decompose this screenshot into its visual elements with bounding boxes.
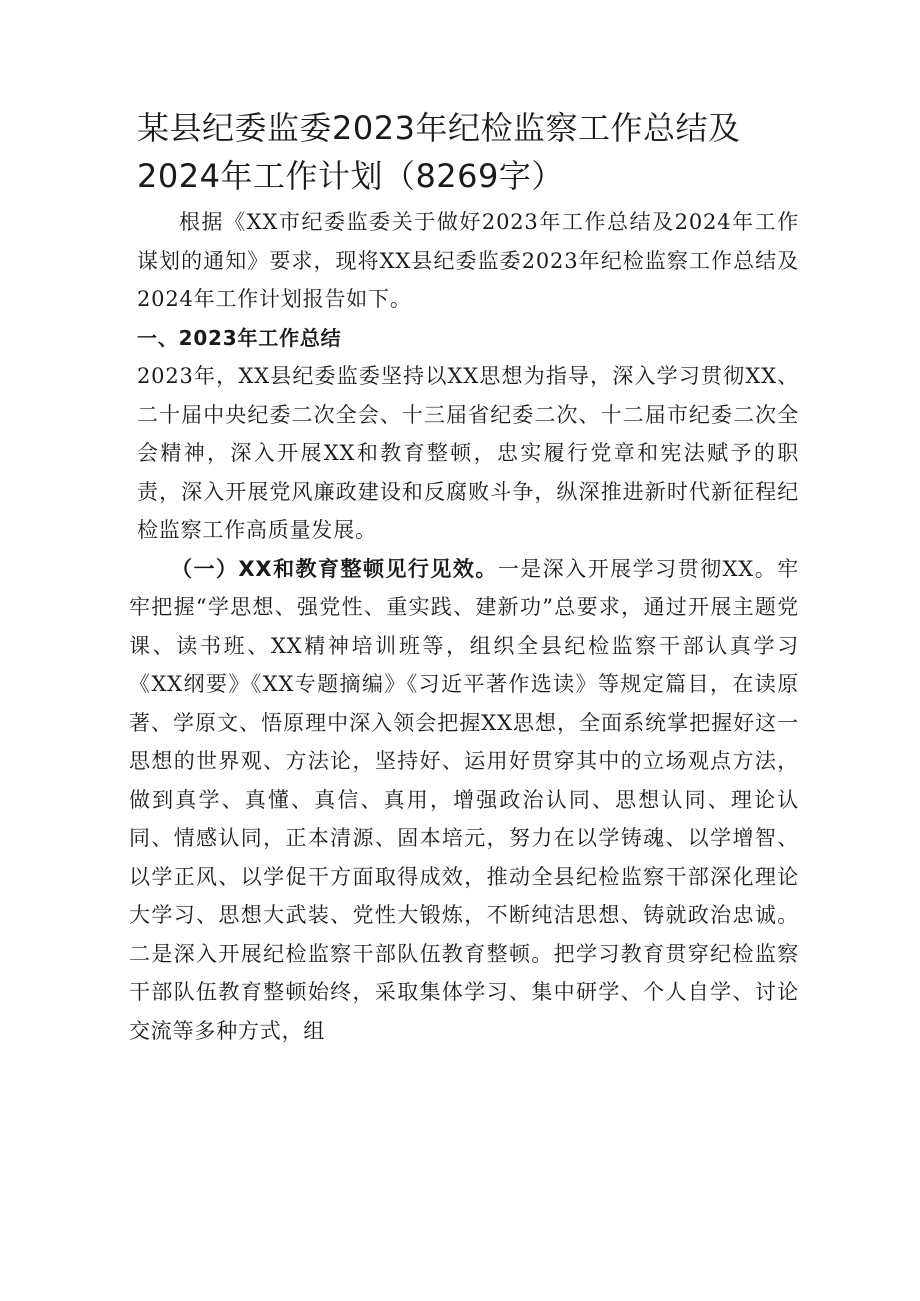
subsection-1-text: 一是深入开展学习贯彻XX。牢牢把握“学思想、强党性、重实践、建新功”总要求，通过开展主题党课、读书班、XX精神培训班等，组织全县纪检监察干部认真学习《XX纲要》《XX专题摘编》《习近平著作选读》等规定篇目，在读原著、学原文、悟原理中深入领会把握XX思想，全面系统掌把握好这一思想的世界观、方法论，坚持好、运用好贯穿其中的立场观点方法，做到真学、真懂、真信、真用，增强政治认同、思想认同、理论认同、情感认同，正本清源、固本培元，努力在以学铸魂、以学增智、以学正风、以学促干方面取得成效，推动全县纪检监察干部深化理论大学习、思想大武装、党性大锻炼，不断纯洁思想、铸就政治忠诚。二是深入开展纪检监察干部队伍教育整顿。把学习教育贯穿纪检监察干部队伍教育整顿始终，采取集体学习、集中研学、个人自学、讨论交流等多种方式，组 <box>129 556 799 1043</box>
section-summary-paragraph: 2023年，XX县纪委监委坚持以XX思想为指导，深入学习贯彻XX、二十届中央纪委二次全会、十三届省纪委二次、十二届市纪委二次全会精神，深入开展XX和教育整顿，忠实履行党章和宪法赋予的职责，深入开展党风廉政建设和反腐败斗争，纵深推进新时代新征程纪检监察工作高质量发展。 <box>137 364 799 542</box>
section-heading-summary-2023: 一、2023年工作总结 <box>137 325 342 350</box>
document-title: 某县纪委监委2023年纪检监察工作总结及2024年工作计划（8269字） <box>137 109 741 195</box>
subsection-1-label: （一）XX和教育整顿见行见效。 <box>171 556 498 581</box>
intro-paragraph: 根据《XX市纪委监委关于做好2023年工作总结及2024年工作谋划的通知》要求，现将XX县纪委监委2023年纪检监察工作总结及2024年工作计划报告如下。 <box>137 210 799 311</box>
document-body <box>129 203 799 1050</box>
subsection-1-paragraph <box>129 550 799 1051</box>
